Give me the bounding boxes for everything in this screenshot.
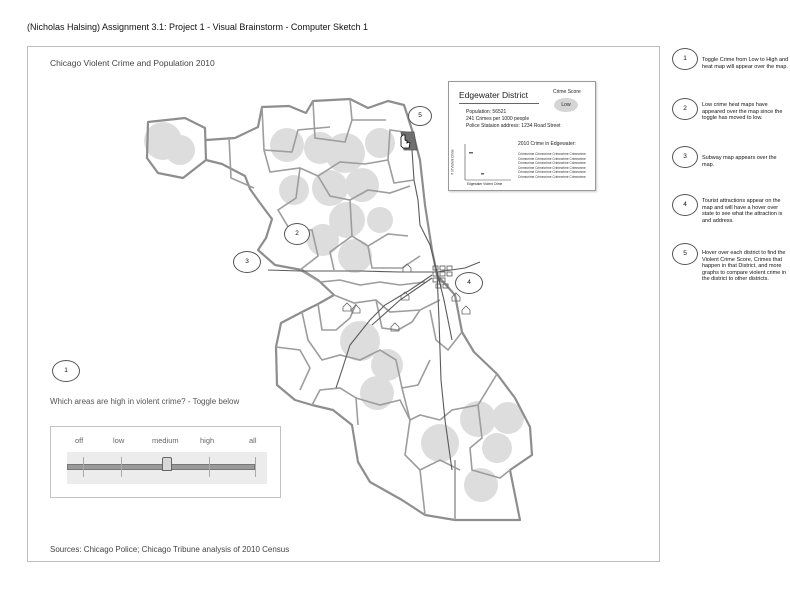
crime-list-item: Crimecrime Crimecrime Crimecrime Crimecrime [518, 170, 586, 174]
popup-population: Population: 56521 [466, 109, 507, 115]
popup-mini-chart [463, 142, 513, 182]
slider-thumb[interactable] [162, 457, 172, 471]
crime-list [518, 152, 586, 179]
slider-tick [121, 457, 122, 477]
annotation-badge-2: 2 [284, 223, 310, 245]
slider-label-high[interactable]: high [200, 436, 215, 445]
crime-score-label: Crime Score [553, 89, 581, 95]
district-popup [448, 81, 596, 191]
crime-list-item: Crimecrime Crimecrime Crimecrime Crimecrime [518, 152, 586, 156]
toggle-question: Which areas are high in violent crime? - Toggle below [50, 397, 240, 406]
popup-chart-ylabel: # of Violent Crime [450, 149, 455, 175]
tourist-attraction-icons [343, 264, 470, 331]
popup-crime-rate: 241 Crimes per 1000 people [466, 116, 530, 122]
slider-label-all[interactable]: all [249, 436, 257, 445]
slider-label-medium[interactable]: medium [152, 436, 179, 445]
note-badge-1: 1 [672, 48, 698, 70]
note-text-5: Hover over each district to find the Violent Crime Score, Crimes that happen in that District, and more graphs to compare violent crime in the district to other districts. [702, 250, 787, 283]
note-badge-5: 5 [672, 243, 698, 265]
slider-tick [209, 457, 210, 477]
slider-tick [83, 457, 84, 477]
map-title: Chicago Violent Crime and Population 2010 [50, 58, 215, 68]
document-title: (Nicholas Halsing) Assignment 3.1: Project 1 - Visual Brainstorm - Computer Sketch 1 [27, 22, 368, 32]
slider-track[interactable] [67, 464, 255, 470]
popup-chart-xlabel: Edgewater Violent Crime [467, 182, 503, 186]
annotation-badge-4: 4 [455, 272, 483, 294]
annotation-badge-1: 1 [52, 360, 80, 382]
annotation-badge-5: 5 [408, 106, 432, 126]
popup-district-name: Edgewater District [459, 90, 528, 100]
crime-list-item: Crimecrime Crimecrime Crimecrime Crimecrime [518, 165, 586, 170]
crime-level-slider[interactable] [50, 426, 281, 498]
popup-station-address: Police Stataion address: 1234 Road Street [466, 123, 561, 129]
crime-list-item: Crimecrime Crimecrime Crimecrime Crimecrime [518, 174, 586, 179]
slider-label-low[interactable]: low [113, 436, 125, 445]
note-text-1: Toggle Crime from Low to High and heat map will appear over the map. [702, 57, 789, 70]
note-badge-4: 4 [672, 194, 698, 216]
sources-caption: Sources: Chicago Police; Chicago Tribune analysis of 2010 Census [50, 545, 290, 554]
popup-title-rule [459, 103, 539, 104]
popup-chart-title: 2010 Crime in Edgewater: [518, 141, 576, 147]
note-badge-3: 3 [672, 146, 698, 168]
annotation-badge-3: 3 [233, 251, 261, 273]
crime-score-badge: Low [554, 98, 578, 112]
note-badge-2: 2 [672, 98, 698, 120]
note-text-3: Subway map appears over the map. [702, 155, 777, 168]
slider-label-off[interactable]: off [75, 436, 84, 445]
crime-list-item: Crimecrime Crimecrime Crimecrime Crimecrime [518, 156, 586, 161]
crime-list-item: Crimecrime Crimecrime Crimecrime Crimecrime [518, 161, 586, 165]
slider-tick [255, 457, 256, 477]
note-text-4: Tourist attractions appear on the map and will have a hover over state to see what the attraction is and address. [702, 198, 783, 224]
note-text-2: Low crime heat maps have appeared over the map since the toggle has moved to low. [702, 102, 783, 122]
